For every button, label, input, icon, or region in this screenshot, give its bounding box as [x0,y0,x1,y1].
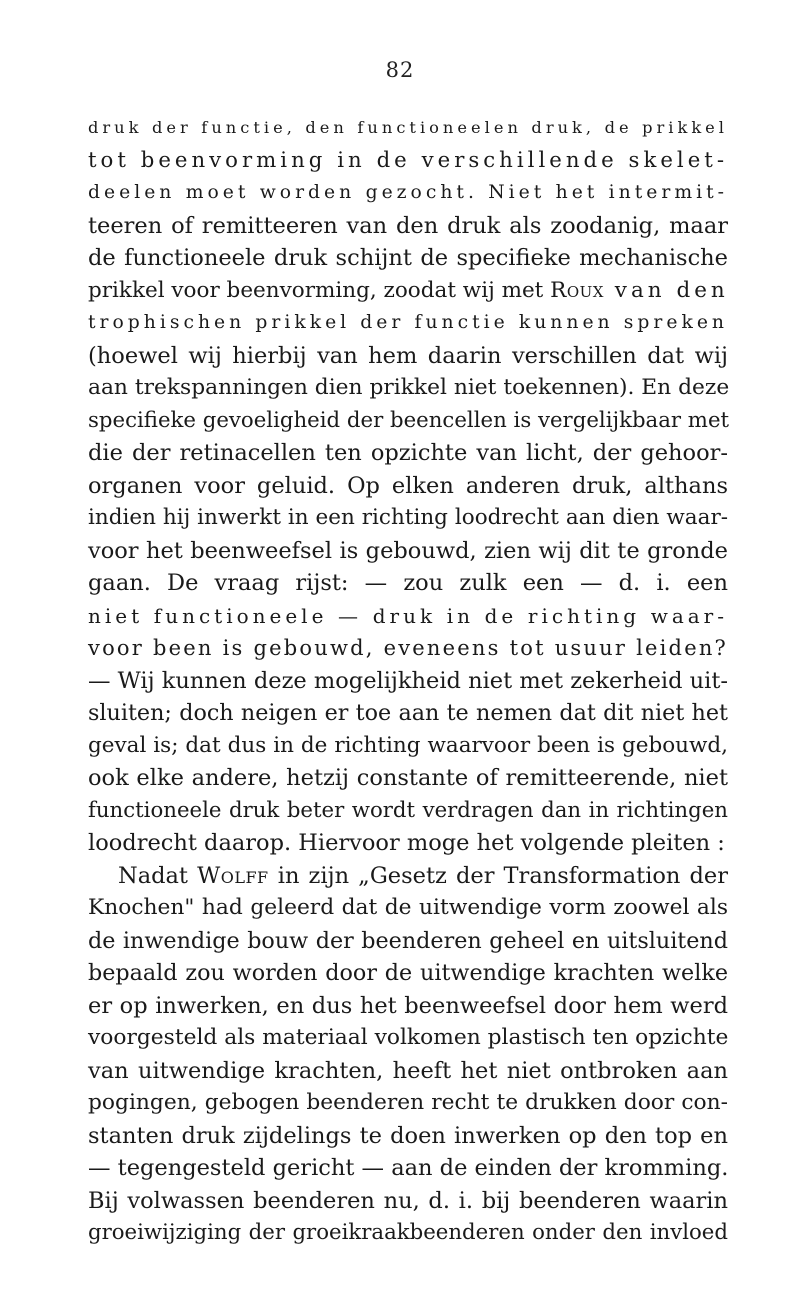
text-line: bepaald zou worden door de uitwendige krachten welke [88,960,728,986]
text-line: voor het beenweefsel is gebouwd, zien wij dit te gronde [88,537,728,564]
text-line: aan trekspanningen dien prikkel niet toekennen). En deze [88,375,730,400]
text-line: tot beenvorming in de verschillende skelet- [88,147,728,173]
text-line: groeiwijziging der groeikraakbeenderen onder den invloed [88,1220,728,1245]
text-line: — tegengesteld gericht — aan de einden der kromming. [88,1155,729,1181]
text-line: organen voor geluid. Op elken anderen druk, althans [88,472,728,499]
text-line: geval is; dat dus in de richting waarvoor been is gebouwd, [88,732,728,758]
text-line: teeren of remitteeren van den druk als zoodanig, maar [88,212,728,239]
author-name-roux: Roux [550,277,604,303]
text-line: van uitwendige krachten, heeft het niet ontbroken aan [88,1057,728,1084]
text-line: ook elke andere, hetzij constante of remitteerende, niet [88,765,728,791]
text-line: Bij volwassen beenderen nu, d. i. bij beenderen waarin [88,1187,728,1214]
page-number: 82 [385,58,415,82]
text-line: deelen moet worden gezocht. Niet het intermit- [88,182,728,203]
text-line: gaan. De vraag rijst: — zou zulk een — d. i. een [88,570,728,596]
text-line: functioneele druk beter wordt verdragen dan in richtingen [88,797,728,823]
text-line: pogingen, gebogen beenderen recht te drukken door con- [88,1090,728,1115]
text-line: voor been is gebouwd, eveneens tot usuur leiden? [88,636,728,660]
text-line: (hoewel wij hierbij van hem daarin verschillen dat wij [88,342,728,369]
text-line: — Wij kunnen deze mogelijkheid niet met zekerheid uit- [88,667,728,694]
text-line: die der retinacellen ten opzichte van licht, der gehoor- [88,440,728,466]
text-fragment: prikkel voor beenvorming, zoodat wij met [88,277,551,303]
body-text [88,112,728,1250]
text-line: indien hij inwerkt in een richting loodrecht aan dien waar- [88,505,728,530]
text-line: loodrecht daarop. Hiervoor moge het volgende pleiten : [88,830,725,856]
text-line: stanten druk zijdelings te doen inwerken op den top en [88,1122,728,1149]
text-line: voorgesteld als materiaal volkomen plastisch ten opzichte [88,1025,729,1050]
text-line: de inwendige bouw der beenderen geheel en uitsluitend [88,927,728,954]
text-line-with-name [88,275,728,308]
text-line: er op inwerken, en dus het beenweefsel door hem werd [88,992,728,1019]
text-line-with-name [88,860,728,893]
text-line: niet functioneele — druk in de richting waar- [88,603,728,628]
text-line: de functioneele druk schijnt de specifieke mechanische [88,245,728,271]
text-fragment: Nadat [118,862,198,889]
text-fragment: in zijn „Gesetz der Transformation der [268,862,728,889]
text-line: sluiten; doch neigen er toe aan te nemen dat dit niet het [88,700,728,726]
text-line: specifieke gevoeligheid der beencellen is vergelijkbaar met [88,407,730,433]
text-line: trophischen prikkel der functie kunnen spreken [88,312,728,333]
text-line: Knochen" had geleerd dat de uitwendige vorm zoowel als [88,895,728,920]
text-line: druk der functie, den functioneelen druk, de prikkel [88,118,728,137]
text-fragment: van den [603,277,729,303]
author-name-wolff: Wolff [197,862,269,889]
